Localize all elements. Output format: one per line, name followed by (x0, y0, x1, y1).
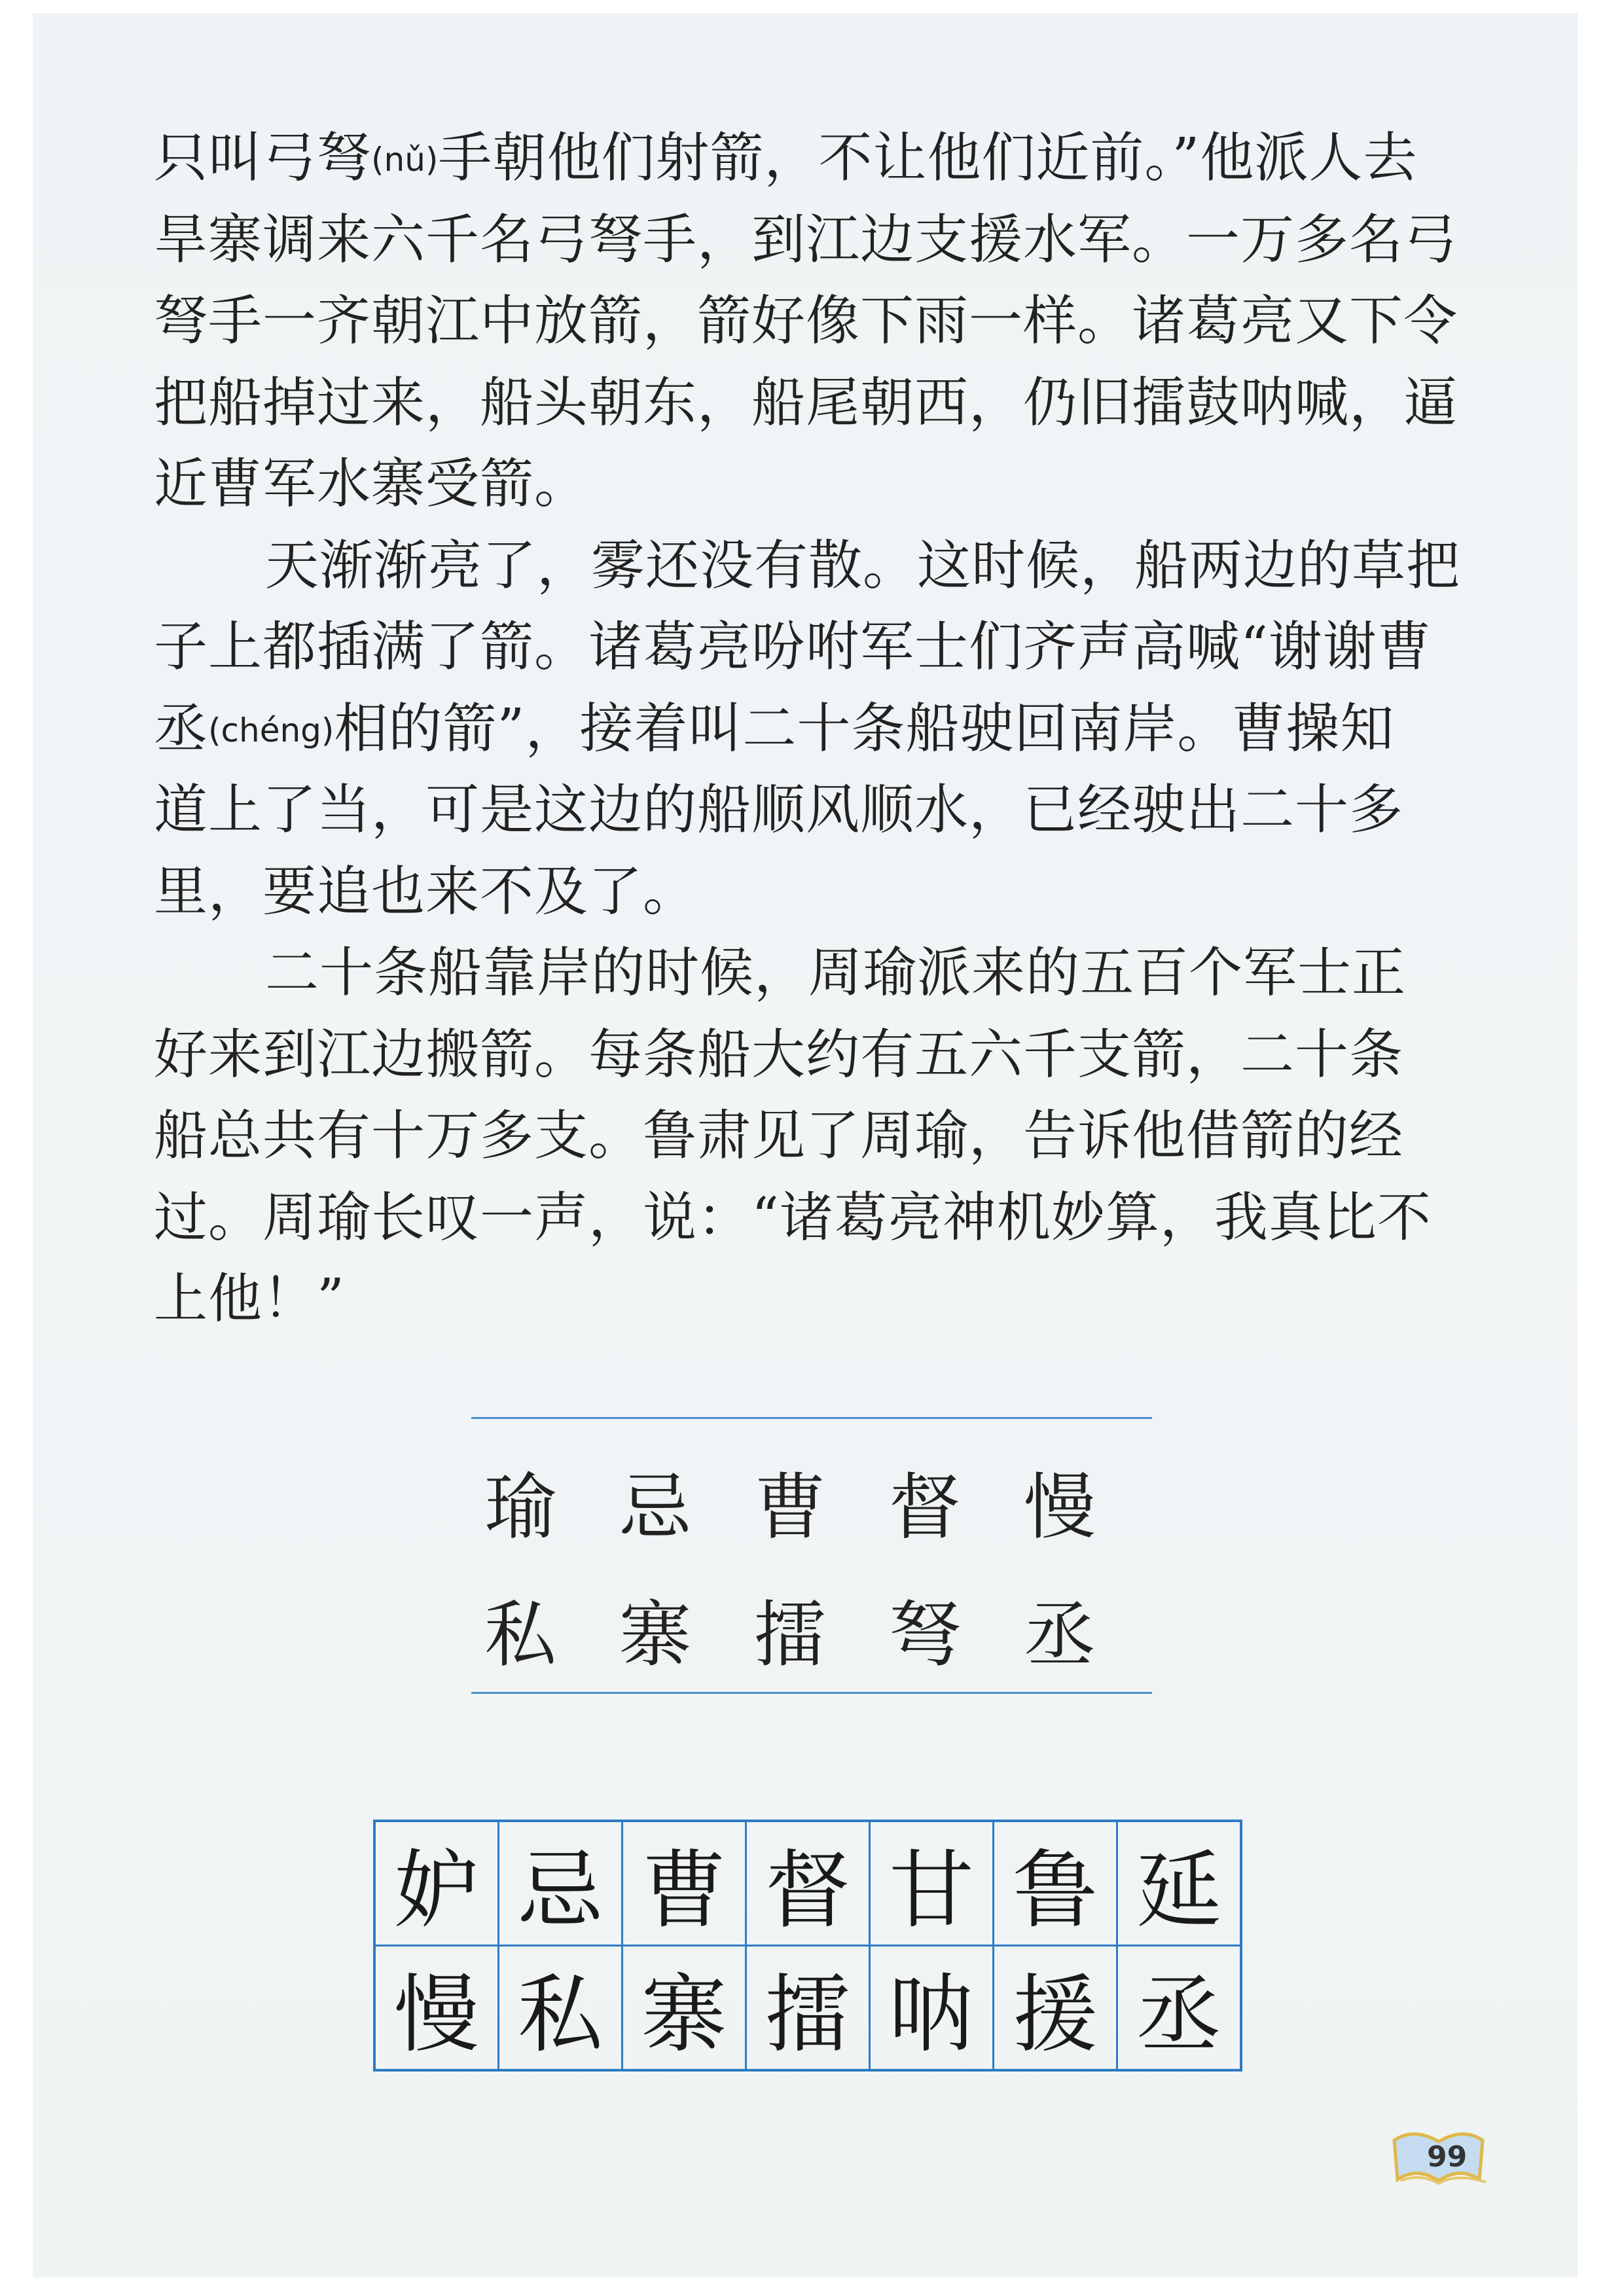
grid-cell: 延 (1117, 1821, 1242, 1946)
page-number: 99 (1427, 2140, 1468, 2174)
text-line: 船总共有十万多支。鲁肃见了周瑜，告诉他借箭的经 (154, 1105, 1404, 1167)
grid-row (374, 1946, 1241, 2071)
text-line: 弩手一齐朝江中放箭，箭好像下雨一样。诸葛亮又下令 (154, 290, 1458, 352)
grid-cell: 慢 (374, 1946, 499, 2071)
writing-grid (373, 1820, 1242, 2072)
text-line: 二十条船靠岸的时候，周瑜派来的五百个军士正 (265, 942, 1407, 1004)
grid-cell: 呐 (870, 1946, 994, 2071)
text-line: 近曹军水寨受箭。 (154, 453, 589, 515)
grid-row (374, 1821, 1241, 1946)
text-line: 过。周瑜长叹一声，说：“诸葛亮神机妙算，我真比不 (154, 1186, 1432, 1249)
divider-top (471, 1417, 1152, 1419)
text-line: 只叫弓弩(nǔ)手朝他们射箭，不让他们近前。”他派人去 (154, 127, 1418, 189)
text-line: 丞(chéng)相的箭”，接着叫二十条船驶回南岸。曹操知 (154, 697, 1395, 760)
text-line: 子上都插满了箭。诸葛亮吩咐军士们齐声高喊“谢谢曹 (154, 616, 1432, 678)
divider-bottom (471, 1692, 1152, 1694)
grid-cell: 妒 (374, 1821, 499, 1946)
grid-cell: 私 (499, 1946, 623, 2071)
main-text (154, 118, 1463, 1340)
vocab-row-1: 瑜忌曹督慢 (484, 1465, 1159, 1549)
grid-cell: 援 (994, 1946, 1117, 2071)
vocab-row-2: 私寨擂弩丞 (484, 1593, 1159, 1677)
text-line: 好来到江边搬箭。每条船大约有五六千支箭，二十条 (154, 1023, 1404, 1086)
text-line: 把船掉过来，船头朝东，船尾朝西，仍旧擂鼓呐喊，逼 (154, 371, 1458, 434)
text-line: 天渐渐亮了，雾还没有散。这时候，船两边的草把 (265, 534, 1461, 597)
text-line: 上他！” (154, 1268, 345, 1330)
grid-cell: 寨 (623, 1946, 746, 2071)
text-line: 旱寨调来六千名弓弩手，到江边支援水军。一万多名弓 (154, 208, 1458, 271)
grid-cell: 曹 (623, 1821, 746, 1946)
grid-cell: 督 (746, 1821, 870, 1946)
grid-cell: 擂 (746, 1946, 870, 2071)
text-line: 道上了当，可是这边的船顺风顺水，已经驶出二十多 (154, 779, 1404, 841)
grid-cell: 忌 (499, 1821, 623, 1946)
grid-cell: 鲁 (994, 1821, 1117, 1946)
grid-cell: 甘 (870, 1821, 994, 1946)
grid-cell: 丞 (1117, 1946, 1242, 2071)
text-line: 里，要追也来不及了。 (154, 860, 698, 923)
